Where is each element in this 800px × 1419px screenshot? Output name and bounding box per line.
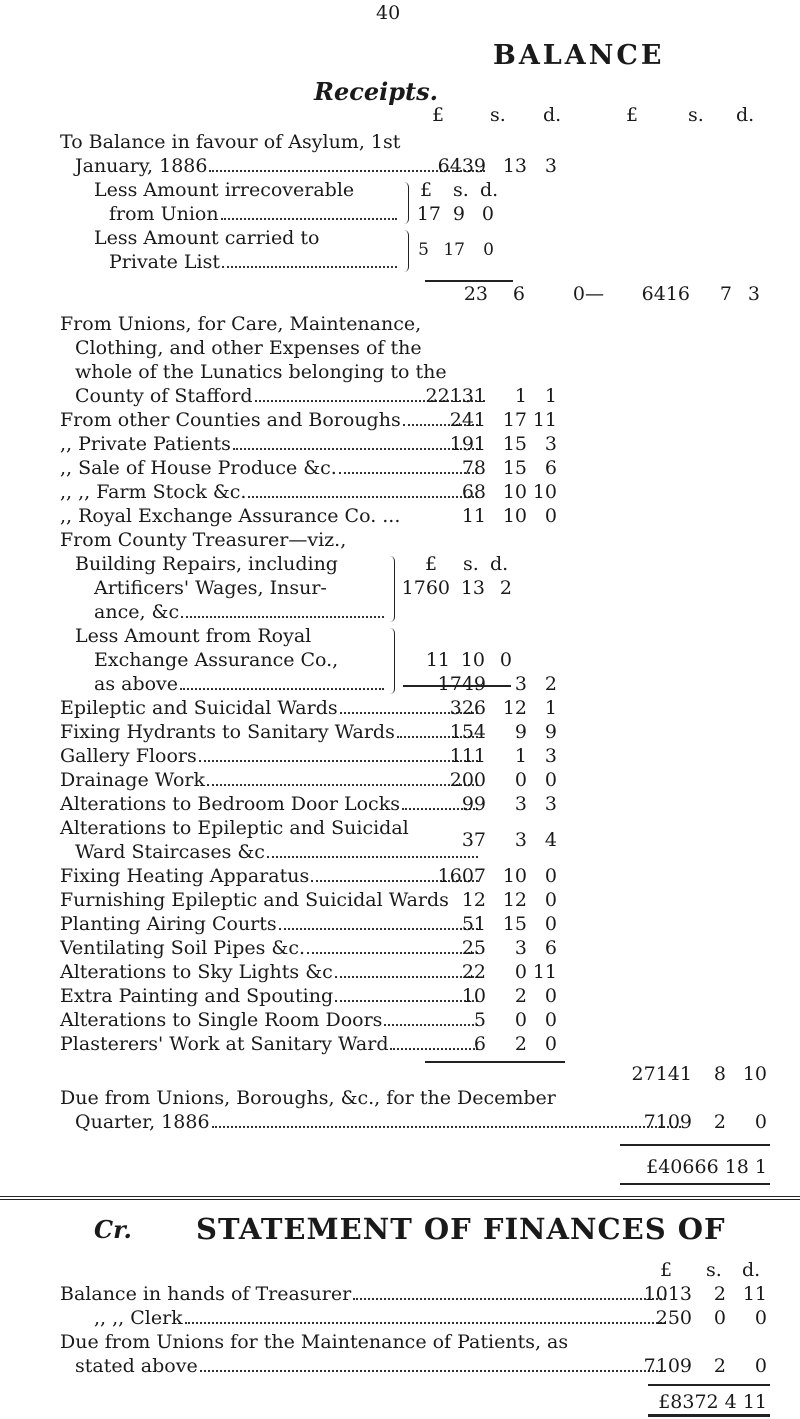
due-amt-d: 0: [754, 1111, 767, 1133]
col-head-pence-2: d.: [736, 104, 755, 126]
county-b1-line3-text: ance, &c: [94, 601, 180, 623]
county-net-s: 3: [514, 673, 527, 695]
work-amt-l: 22: [461, 961, 486, 983]
receipt-label: From other Counties and Boroughs: [60, 409, 401, 431]
col-head-pence-1: d.: [543, 104, 562, 126]
less1-head-d: d.: [480, 179, 499, 201]
work-amt-s: 0: [514, 1009, 527, 1031]
opening-line1: To Balance in favour of Asylum, 1st: [60, 131, 401, 153]
receipt-amt-l: 241: [449, 409, 486, 431]
less2-amt-l: 5: [418, 240, 429, 260]
stmt-head-l: £: [660, 1259, 673, 1281]
work-row: [60, 744, 480, 768]
work-label: Planting Airing Courts: [60, 913, 277, 935]
less2-amt-s: 17: [443, 240, 465, 260]
work-row: [60, 1008, 480, 1032]
due-amt-l: 7109: [643, 1111, 692, 1133]
less1-head-s: s.: [453, 179, 469, 201]
opening-amt-d: 3: [544, 155, 557, 177]
work-amt-s: 3: [514, 829, 527, 851]
county-b1-head-l: £: [425, 553, 438, 575]
brace-less2: [404, 230, 409, 272]
work-amt-s: 3: [514, 937, 527, 959]
subtotal-d-value: 0: [572, 283, 585, 305]
unions-amt-s: 1: [514, 385, 527, 407]
less1-amt-d: 0: [481, 203, 494, 225]
work-row: [60, 792, 480, 816]
work-label: Alterations to Single Room Doors: [60, 1009, 383, 1031]
receipt-row: [60, 432, 480, 456]
county-b2-line1: Less Amount from Royal: [75, 625, 312, 647]
work-amt-l: 6: [473, 1033, 486, 1055]
work-amt-l: 25: [461, 937, 486, 959]
works-total-l: 27141: [631, 1063, 692, 1085]
stmt-head-s: s.: [706, 1259, 722, 1281]
less1-amt-s: 9: [452, 203, 465, 225]
work-amt-d: 0: [544, 889, 557, 911]
less2-b-text: Private List: [109, 251, 221, 273]
less1-a: Less Amount irrecoverable: [94, 179, 355, 201]
stmt-amt-l: 1013: [643, 1283, 692, 1305]
unions-line2: Clothing, and other Expenses of the: [75, 337, 422, 359]
county-b1-head-d: d.: [490, 553, 509, 575]
work-amt-d: 9: [544, 721, 557, 743]
leader-dots: [279, 928, 478, 930]
leader-dots: [185, 1322, 666, 1324]
work-amt-d: 0: [544, 1009, 557, 1031]
receipt-label: ,, Private Patients: [60, 433, 231, 455]
county-b2-line3: [94, 672, 386, 696]
work-amt-d: 3: [544, 745, 557, 767]
subtotal-l: 23: [463, 283, 488, 305]
work-amt-l: 51: [461, 913, 486, 935]
opening-line2-text: January, 1886: [75, 155, 208, 177]
leader-dots: [180, 688, 384, 690]
work-label: Alterations to Bedroom Door Locks: [60, 793, 400, 815]
brace-less1: [404, 182, 409, 224]
work-amt-d: 3: [544, 793, 557, 815]
work-amt-s: 2: [514, 985, 527, 1007]
work-label: Fixing Hydrants to Sanitary Wards: [60, 721, 395, 743]
due-line2-text: Quarter, 1886: [75, 1111, 210, 1133]
unions-amt-l: 22131: [425, 385, 486, 407]
leader-dots: [339, 472, 478, 474]
statement-total-underline: [648, 1414, 770, 1417]
work-amt-s: 0: [514, 961, 527, 983]
receipt-label: ,, Royal Exchange Assurance Co. ...: [60, 505, 401, 527]
leader-dots: [335, 976, 478, 978]
grand-total: £40666 18 1: [646, 1156, 767, 1178]
receipt-amt-s: 10: [502, 481, 527, 503]
work-row: [60, 768, 480, 792]
work-row: [60, 936, 480, 960]
due-amt-s: 2: [713, 1111, 726, 1133]
receipt-label: ,, Sale of House Produce &c.: [60, 457, 337, 479]
work-amt-l: 111: [449, 745, 486, 767]
stmt-label: Due from Unions for the Maintenance of Patients, as: [60, 1331, 569, 1353]
receipt-row: [60, 408, 480, 432]
grand-total-rule-bottom: [620, 1183, 770, 1185]
statement-total: £8372 4 11: [658, 1391, 767, 1413]
work-amt-l: 10: [461, 985, 486, 1007]
net-opening-s: 7: [719, 283, 732, 305]
county-b2-amt-d: 0: [499, 649, 512, 671]
work-amt-s: 12: [502, 697, 527, 719]
work-amt-l: 154: [449, 721, 486, 743]
work-label: Drainage Work: [60, 769, 206, 791]
leader-dots: [212, 1126, 681, 1128]
unions-line3: whole of the Lunatics belonging to the: [75, 361, 447, 383]
receipt-amt-d: 3: [544, 433, 557, 455]
work-row: [60, 888, 449, 912]
less1-b-text: from Union: [109, 203, 219, 225]
leader-dots: [199, 760, 478, 762]
work-amt-d: 0: [544, 985, 557, 1007]
work-label-2: Ward Staircases &c: [75, 841, 265, 863]
work-amt-l: 12: [461, 889, 486, 911]
stmt-amt-s: 2: [713, 1283, 726, 1305]
work-amt-d: 0: [544, 1033, 557, 1055]
less1-b: [109, 202, 399, 226]
work-label: Epileptic and Suicidal Wards: [60, 697, 338, 719]
county-b1-line2: Artificers' Wages, Insur-: [94, 577, 327, 599]
leader-dots: [353, 1298, 666, 1300]
stmt-amt-s: 2: [713, 1355, 726, 1377]
receipt-amt-d: 6: [544, 457, 557, 479]
receipt-amt-l: 11: [461, 505, 486, 527]
leader-dots: [222, 266, 397, 268]
due-line1: Due from Unions, Boroughs, &c., for the December: [60, 1087, 556, 1109]
works-total-d: 10: [742, 1063, 767, 1085]
opening-amt-s: 13: [502, 155, 527, 177]
section-rule-1: [0, 1196, 800, 1197]
stmt-amt-d: 11: [742, 1283, 767, 1305]
work-amt-d: 11: [532, 961, 557, 983]
work-amt-s: 9: [514, 721, 527, 743]
work-row: [75, 840, 480, 864]
works-total-rule: [425, 1061, 565, 1063]
receipt-row: [60, 456, 480, 480]
stmt-label-2: stated above: [75, 1355, 198, 1377]
work-label: Extra Painting and Spouting: [60, 985, 334, 1007]
county-b1-amt-l: 1760: [401, 577, 450, 599]
leader-dots: [267, 856, 478, 858]
unions-line4-text: County of Stafford: [75, 385, 253, 407]
work-row: [60, 696, 480, 720]
leader-dots: [181, 616, 384, 618]
leader-dots: [221, 218, 397, 220]
work-amt-l: 1607: [437, 865, 486, 887]
work-amt-l: 326: [449, 697, 486, 719]
county-heading: From County Treasurer—viz.,: [60, 529, 347, 551]
stmt-amt-l: 7109: [643, 1355, 692, 1377]
receipt-row: [60, 504, 400, 528]
due-line2: [75, 1110, 683, 1134]
work-amt-s: 0: [514, 769, 527, 791]
work-amt-d: 0: [544, 769, 557, 791]
stmt-label: ,, ,, Clerk: [94, 1307, 183, 1329]
work-amt-l: 99: [461, 793, 486, 815]
receipt-amt-s: 17: [502, 409, 527, 431]
col-head-shillings-2: s.: [688, 104, 704, 126]
less2-a: Less Amount carried to: [94, 227, 320, 249]
cr-heading: Cr.: [94, 1215, 132, 1244]
receipt-amt-l: 78: [461, 457, 486, 479]
county-b2-line3-text: as above: [94, 673, 179, 695]
receipt-amt-d: 10: [532, 481, 557, 503]
statement-total-rule: [648, 1384, 770, 1386]
work-label: Gallery Floors: [60, 745, 197, 767]
work-amt-s: 1: [514, 745, 527, 767]
page-number: 40: [376, 2, 401, 24]
opening-amt-l: 6439: [437, 155, 486, 177]
county-b2-amt-s: 10: [460, 649, 485, 671]
subtotal-s: 6: [512, 283, 525, 305]
stmt-row: [94, 1306, 668, 1330]
net-opening-d: 3: [747, 283, 760, 305]
section-rule-2: [0, 1199, 800, 1200]
county-b1-amt-d: 2: [499, 577, 512, 599]
work-row: [60, 720, 480, 744]
less1-head-l: £: [420, 179, 433, 201]
subtotal-d: 0—: [572, 283, 604, 305]
col-head-pounds-2: £: [626, 104, 639, 126]
stmt-head-d: d.: [742, 1259, 761, 1281]
leader-dots: [233, 448, 478, 450]
work-row: [60, 984, 480, 1008]
work-amt-s: 2: [514, 1033, 527, 1055]
stmt-amt-d: 0: [754, 1355, 767, 1377]
less2-amt-d: 0: [483, 240, 494, 260]
county-net-d: 2: [544, 673, 557, 695]
receipt-amt-s: 15: [502, 433, 527, 455]
statement-heading: STATEMENT OF FINANCES OF: [196, 1212, 726, 1246]
work-amt-d: 6: [544, 937, 557, 959]
work-label: Furnishing Epileptic and Suicidal Wards: [60, 889, 449, 911]
county-b1-line1: Building Repairs, including: [75, 553, 338, 575]
less2-b: [109, 250, 399, 274]
work-label: Ventilating Soil Pipes &c.: [60, 937, 306, 959]
work-amt-d: 4: [544, 829, 557, 851]
work-amt-s: 10: [502, 865, 527, 887]
stmt-label: Balance in hands of Treasurer: [60, 1283, 352, 1305]
leader-dots: [384, 1024, 478, 1026]
receipt-label: ,, ,, Farm Stock &c.: [60, 481, 247, 503]
work-amt-s: 3: [514, 793, 527, 815]
work-row: [60, 864, 480, 888]
works-total-s: 8: [713, 1063, 726, 1085]
receipt-amt-l: 68: [461, 481, 486, 503]
work-amt-l: 37: [461, 829, 486, 851]
work-amt-d: 0: [544, 865, 557, 887]
stmt-row: [75, 1354, 668, 1378]
work-amt-s: 12: [502, 889, 527, 911]
stmt-row: [60, 1282, 668, 1306]
col-head-shillings-1: s.: [490, 104, 506, 126]
receipt-amt-s: 10: [502, 505, 527, 527]
work-label: Alterations to Sky Lights &c: [60, 961, 333, 983]
leader-dots: [248, 496, 478, 498]
receipt-amt-s: 15: [502, 457, 527, 479]
work-label: Fixing Heating Apparatus: [60, 865, 310, 887]
work-amt-s: 15: [502, 913, 527, 935]
unions-line1: From Unions, for Care, Maintenance,: [60, 313, 422, 335]
county-net-l: 1749: [437, 673, 486, 695]
unions-amt-d: 1: [544, 385, 557, 407]
leader-dots: [207, 784, 478, 786]
county-b1-line3: [94, 600, 386, 624]
receipt-row: [60, 480, 480, 504]
receipt-amt-l: 191: [449, 433, 486, 455]
county-b2-line2: Exchange Assurance Co.,: [94, 649, 339, 671]
receipts-heading: Receipts.: [314, 77, 438, 106]
leader-dots: [200, 1370, 666, 1372]
county-b1-amt-s: 13: [460, 577, 485, 599]
net-opening-l: 6416: [641, 283, 690, 305]
work-amt-d: 0: [544, 913, 557, 935]
stmt-amt-s: 0: [713, 1307, 726, 1329]
stmt-amt-d: 0: [754, 1307, 767, 1329]
grand-total-rule-top: [620, 1144, 770, 1146]
work-row: [60, 1032, 480, 1056]
brace-county-b2: [390, 628, 395, 694]
work-amt-d: 1: [544, 697, 557, 719]
work-label: Plasterers' Work at Sanitary Ward: [60, 1033, 389, 1055]
work-row: [60, 912, 480, 936]
leader-dots: [335, 1000, 478, 1002]
opening-line2: [75, 154, 487, 178]
col-head-pounds-1: £: [432, 104, 445, 126]
brace-county-b1: [390, 556, 395, 622]
county-b2-amt-l: 11: [425, 649, 450, 671]
balance-heading: BALANCE: [493, 40, 665, 71]
county-b1-head-s: s.: [463, 553, 479, 575]
work-amt-l: 5: [473, 1009, 486, 1031]
work-label: Alterations to Epileptic and Suicidal: [60, 817, 409, 839]
work-amt-l: 200: [449, 769, 486, 791]
stmt-amt-l: 250: [655, 1307, 692, 1329]
receipt-amt-d: 0: [544, 505, 557, 527]
receipt-amt-d: 11: [532, 409, 557, 431]
leader-dots: [307, 952, 478, 954]
leader-dots: [390, 1048, 478, 1050]
less1-amt-l: 17: [416, 203, 441, 225]
work-row: [60, 960, 480, 984]
